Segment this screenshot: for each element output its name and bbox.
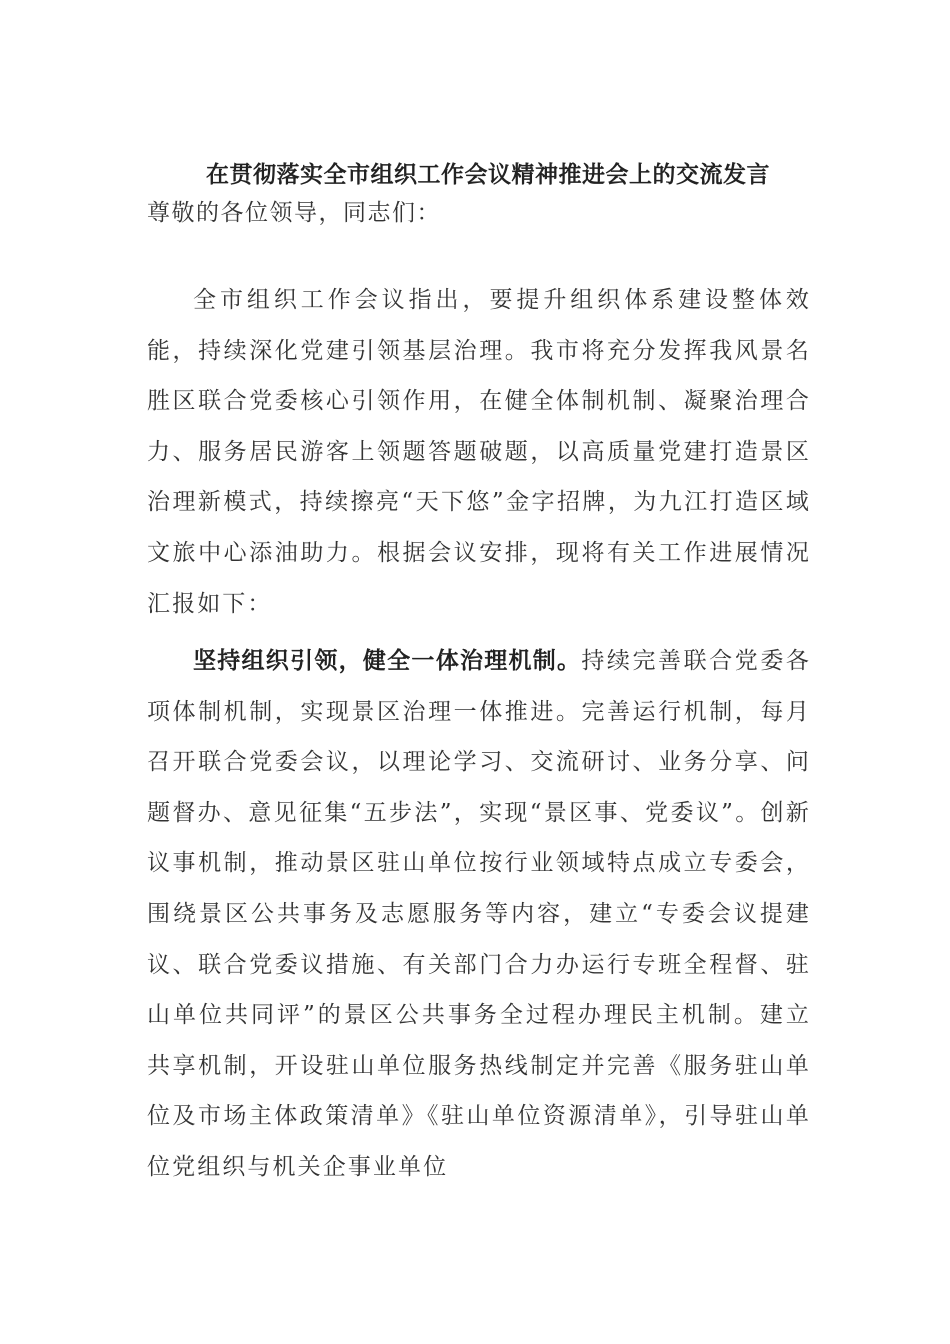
section-heading: 坚持组织引领，健全一体治理机制。 [193,648,582,674]
document-title: 在贯彻落实全市组织工作会议精神推进会上的交流发言 [206,162,770,188]
salutation: 尊敬的各位领导，同志们： [147,200,441,226]
paragraph-section-1 [147,636,811,1193]
section-body: 持续完善联合党委各项体制机制，实现景区治理一体推进。完善运行机制，每月召开联合党委会议，以理论学习、交流研讨、业务分享、问题督办、意见征集“五步法”，实现“景区事、党委议”。创新议事机制，推动景区驻山单位按行业领域特点成立专委会，围绕景区公共事务及志愿服务等内容，建立“专委会议提建议、联合党委议措施、有关部门合力办运行专班全程督、驻山单位共同评”的景区公共事务全过程办理民主机制。建立共享机制，开设驻山单位服务热线制定并完善《服务驻山单位及市场主体政策清单》《驻山单位资源清单》，引导驻山单位党组织与机关企事业单位 [147,648,811,1180]
paragraph-intro: 全市组织工作会议指出，要提升组织体系建设整体效能，持续深化党建引领基层治理。我市将充分发挥我风景名胜区联合党委核心引领作用，在健全体制机制、凝聚治理合力、服务居民游客上领题答题破题，以高质量党建打造景区治理新模式，持续擦亮“天下悠”金字招牌，为九江打造区域文旅中心添油助力。根据会议安排，现将有关工作进展情况汇报如下： [147,287,811,617]
